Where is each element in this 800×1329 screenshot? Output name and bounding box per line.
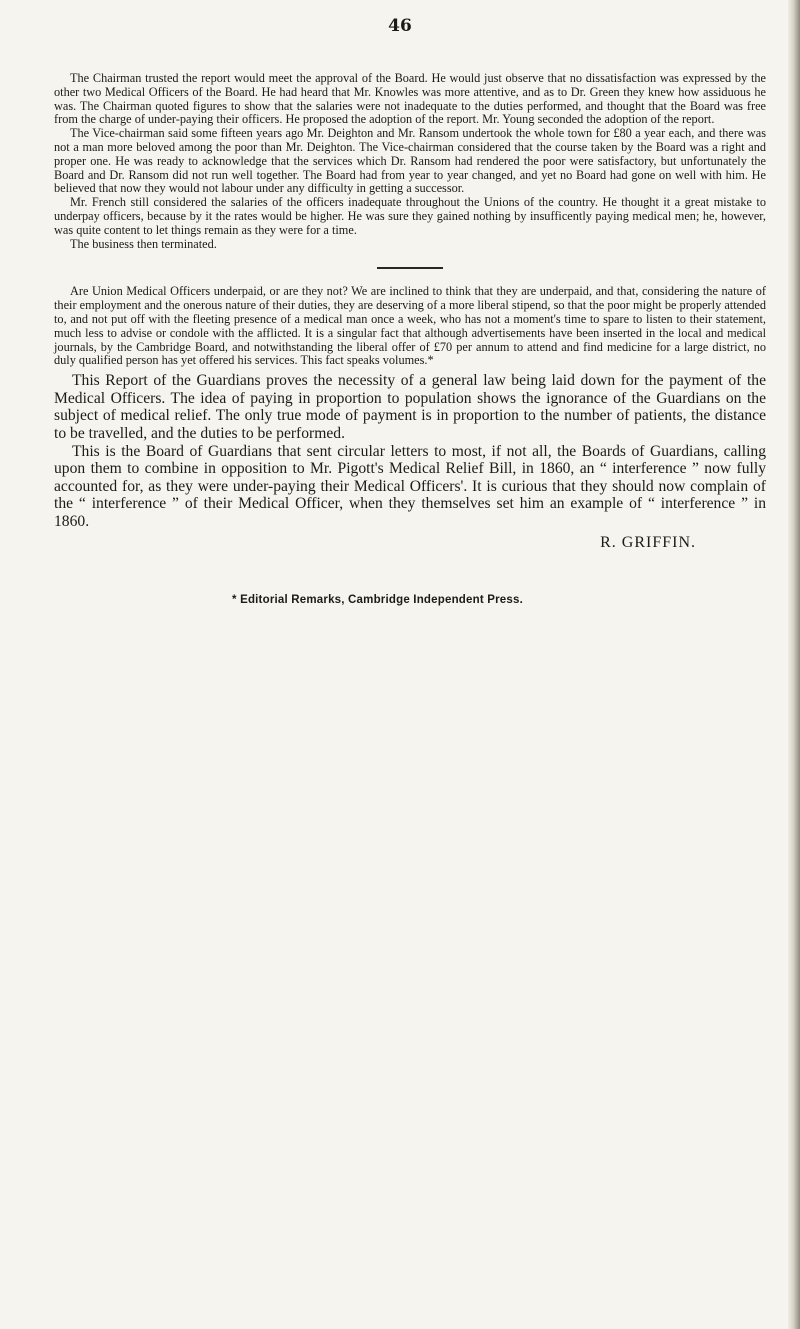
- letter-section: [54, 372, 766, 552]
- paragraph-chairman: The Chairman trusted the report would meet the approval of the Board. He would just observe that no dissatisfaction was expressed by the other two Medical Officers of the Board. He had heard that Mr. Knowles was more attentive, and as to Dr. Green they knew how assiduous he was. The Chairman quoted figures to show that the salaries were not inadequate to the duties performed, and thought that the Board was free from the charge of under-paying their officers. He proposed the adoption of the report. Mr. Young seconded the adoption of the report.: [54, 71, 766, 127]
- paragraph-editorial: Are Union Medical Officers underpaid, or are they not? We are inclined to think that they are underpaid, and that, considering the nature of their employment and the onerous nature of their duties, they are deserving of a more liberal stipend, so that the poor might be properly attended to, and not put off with the fleeting presence of a medical man once a week, who has not a moment's time to spare to listen to their statement, much less to advise or condole with the afflicted. It is a singular fact that although advertisements have been inserted in the local and medical journals, by the Cambridge Board, and notwithstanding the liberal offer of £70 per annum to attend and find medicine for a large district, no duly qualified person has yet offered his services. This fact speaks volumes.*: [54, 284, 766, 368]
- signature: R. GRIFFIN.: [600, 534, 696, 552]
- meeting-report-section: [54, 72, 766, 251]
- paragraph-business-terminated: The business then terminated.: [70, 236, 217, 251]
- paragraph-vice-chairman: The Vice-chairman said some fifteen years ago Mr. Deighton and Mr. Ransom undertook the whole town for £80 a year each, and there was not a man more beloved among the poor than Mr. Deighton. The Vice-chairman considered that the course taken by the Board was a right and proper one. He was ready to acknowledge that the services which Dr. Ransom had rendered the poor were satisfactory, but unfortunately the Board and Dr. Ransom did not run well together. The Board had from year to year changed, and yet no Board had gone on well with him. He believed that now they would not labour under any difficulty in getting a successor.: [54, 126, 766, 196]
- section-divider: [377, 267, 443, 269]
- editorial-section: [54, 285, 766, 368]
- paragraph-report-of-guardians: This Report of the Guardians proves the necessity of a general law being laid down for the payment of the Medical Officers. The idea of paying in proportion to population shows the ignorance of the Guardians on the subject of medical relief. The only true mode of payment is in proportion to the number of patients, the distance to be travelled, and the duties to be performed.: [54, 372, 766, 442]
- footnote: * Editorial Remarks, Cambridge Independent Press.: [232, 594, 523, 607]
- page-binding-edge: [788, 0, 800, 1329]
- paragraph-board-of-guardians: This is the Board of Guardians that sent circular letters to most, if not all, the Boards of Guardians, calling upon them to combine in opposition to Mr. Pigott's Medical Relief Bill, in 1860, an “ interference ” now fully accounted for, as they were under-paying their Medical Officers'. It is curious that they should now complain of the “ interference ” of their Medical Officer, when they themselves set him an example of “ interference ” in 1860.: [54, 442, 766, 530]
- paragraph-mr-french: Mr. French still considered the salaries of the officers inadequate throughout the Unions of the country. He thought it a great mistake to underpay officers, because by it the rates would be higher. He was sure they gained nothing by insufficently paying medical men; he, however, was quite content to let things remain as they were for a time.: [54, 195, 766, 237]
- page-number: 46: [388, 16, 412, 36]
- page-content: [54, 72, 766, 606]
